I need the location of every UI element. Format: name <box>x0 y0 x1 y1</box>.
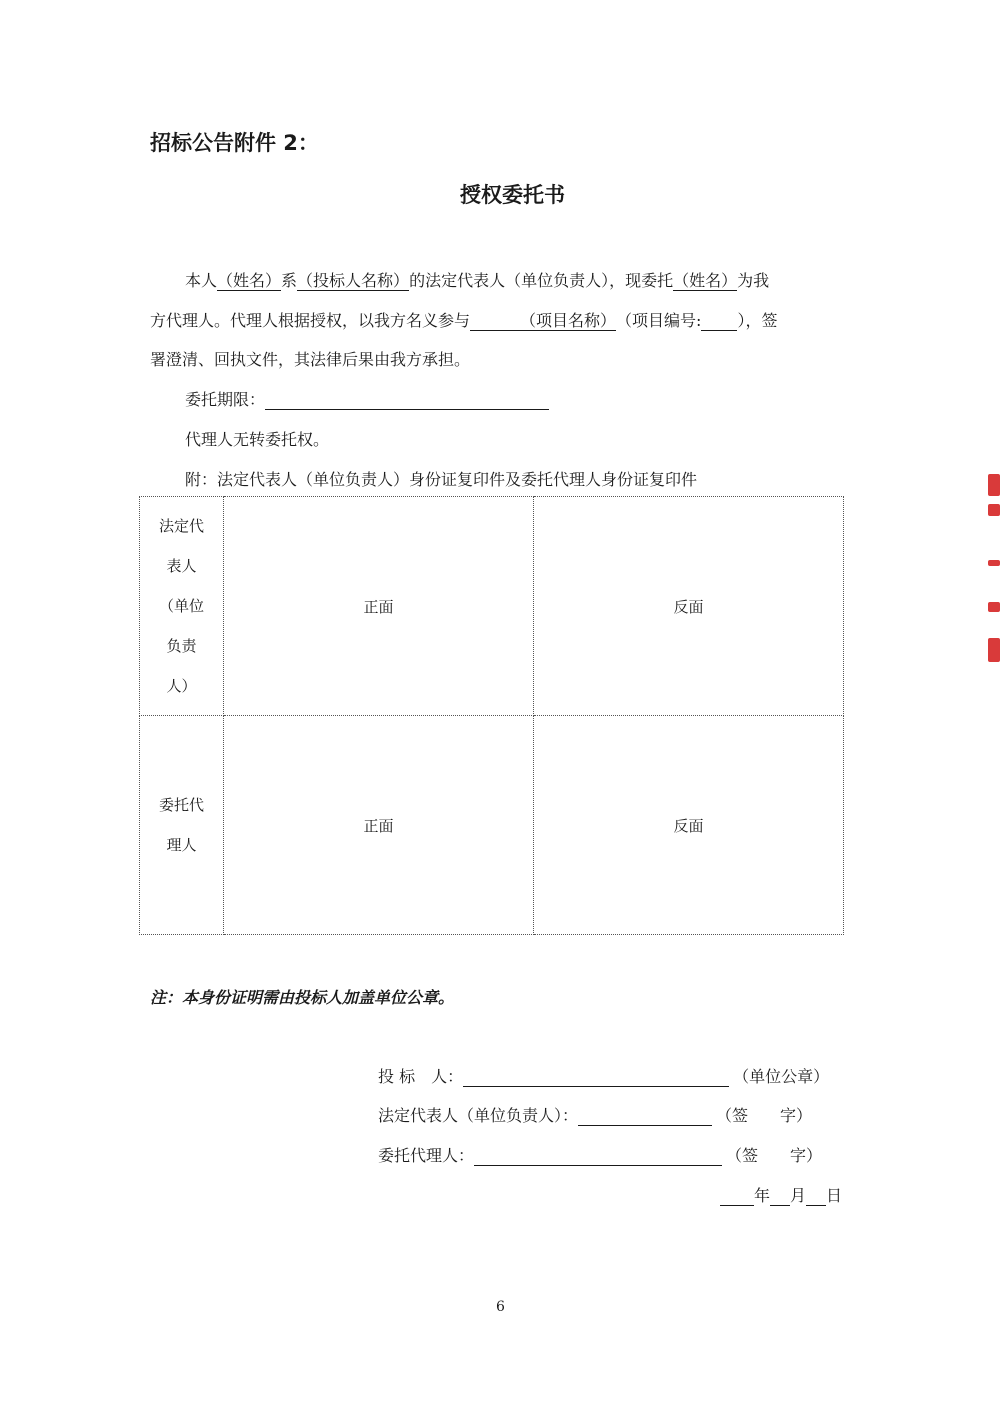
text: 本人 <box>185 271 218 290</box>
bidder-name-field: （投标人名称） <box>297 271 410 290</box>
text: ），签 <box>737 311 778 330</box>
legal-rep-front-cell <box>224 497 534 716</box>
agent-back-cell <box>534 716 844 935</box>
back-label: 反面 <box>673 816 704 835</box>
text: （项目编号: <box>616 311 702 330</box>
legal-rep-label-cell <box>140 497 224 716</box>
label-line: 表人 <box>166 557 197 575</box>
project-name-field: （项目名称） <box>470 312 616 331</box>
stamp-mark <box>988 560 1000 566</box>
agent-front-cell <box>224 716 534 935</box>
label-line: 人） <box>166 677 197 695</box>
month-blank <box>770 1187 790 1206</box>
text: 为我 <box>737 271 770 290</box>
table-row <box>140 716 844 935</box>
agent-blank <box>474 1147 722 1166</box>
legal-rep-signature-line <box>378 1103 812 1126</box>
label-line: 理人 <box>166 836 197 854</box>
stamp-mark <box>988 602 1000 612</box>
label-line: 法定代 <box>158 517 204 535</box>
label-line: 负责 <box>166 637 197 655</box>
attachment-note: 附：法定代表人（单位负责人）身份证复印件及委托代理人身份证复印件 <box>185 470 698 489</box>
legal-rep-label: 法定代表人（单位负责人）： <box>378 1106 579 1125</box>
term-line <box>185 387 549 410</box>
paragraph-line-3: 署澄清、回执文件，其法律后果由我方承担。 <box>150 350 471 369</box>
stamp-mark <box>988 504 1000 516</box>
no-delegate-text: 代理人无转委托权。 <box>185 430 330 449</box>
day-label: 日 <box>826 1186 843 1205</box>
page-number: 6 <box>496 1299 505 1315</box>
term-label: 委托期限： <box>185 390 266 409</box>
table-row <box>140 497 844 716</box>
paragraph-line-2 <box>150 308 777 331</box>
day-blank <box>806 1187 826 1206</box>
year-blank <box>720 1187 754 1206</box>
agent-label: 委托代理人： <box>378 1146 475 1165</box>
text: 方代理人。代理人根据授权，以我方名义参与 <box>150 311 471 330</box>
bidder-suffix: （单位公章） <box>733 1067 830 1086</box>
date-line <box>720 1183 842 1206</box>
year-label: 年 <box>754 1186 771 1205</box>
name-field-1: （姓名） <box>217 271 282 290</box>
id-copy-table <box>139 496 844 935</box>
term-blank <box>265 391 549 410</box>
legal-rep-back-cell <box>534 497 844 716</box>
attachment-title: 招标公告附件 2： <box>150 131 319 155</box>
document-title: 授权委托书 <box>460 183 565 207</box>
legal-rep-suffix: （签 字） <box>716 1106 813 1125</box>
paragraph-line-1 <box>185 268 769 291</box>
bidder-blank <box>463 1068 729 1087</box>
project-number-blank <box>701 312 737 331</box>
text: 的法定代表人（单位负责人），现委托 <box>409 271 674 290</box>
back-label: 反面 <box>673 597 704 616</box>
front-label: 正面 <box>363 816 394 835</box>
stamp-mark <box>988 638 1000 662</box>
stamp-mark <box>988 474 1000 496</box>
agent-signature-line <box>378 1143 822 1166</box>
text: 系 <box>281 271 298 290</box>
seal-stamp-fragment <box>984 470 1000 670</box>
name-field-2: （姓名） <box>673 271 738 290</box>
agent-label-cell <box>140 716 224 935</box>
label-line: （单位 <box>158 597 204 615</box>
bidder-label: 投 标 人： <box>378 1067 464 1086</box>
legal-rep-blank <box>578 1107 712 1126</box>
label-line: 委托代 <box>158 796 204 814</box>
agent-suffix: （签 字） <box>726 1146 823 1165</box>
bidder-signature-line <box>378 1064 829 1087</box>
seal-note: 注：本身份证明需由投标人加盖单位公章。 <box>150 988 455 1007</box>
front-label: 正面 <box>363 597 394 616</box>
month-label: 月 <box>790 1186 807 1205</box>
